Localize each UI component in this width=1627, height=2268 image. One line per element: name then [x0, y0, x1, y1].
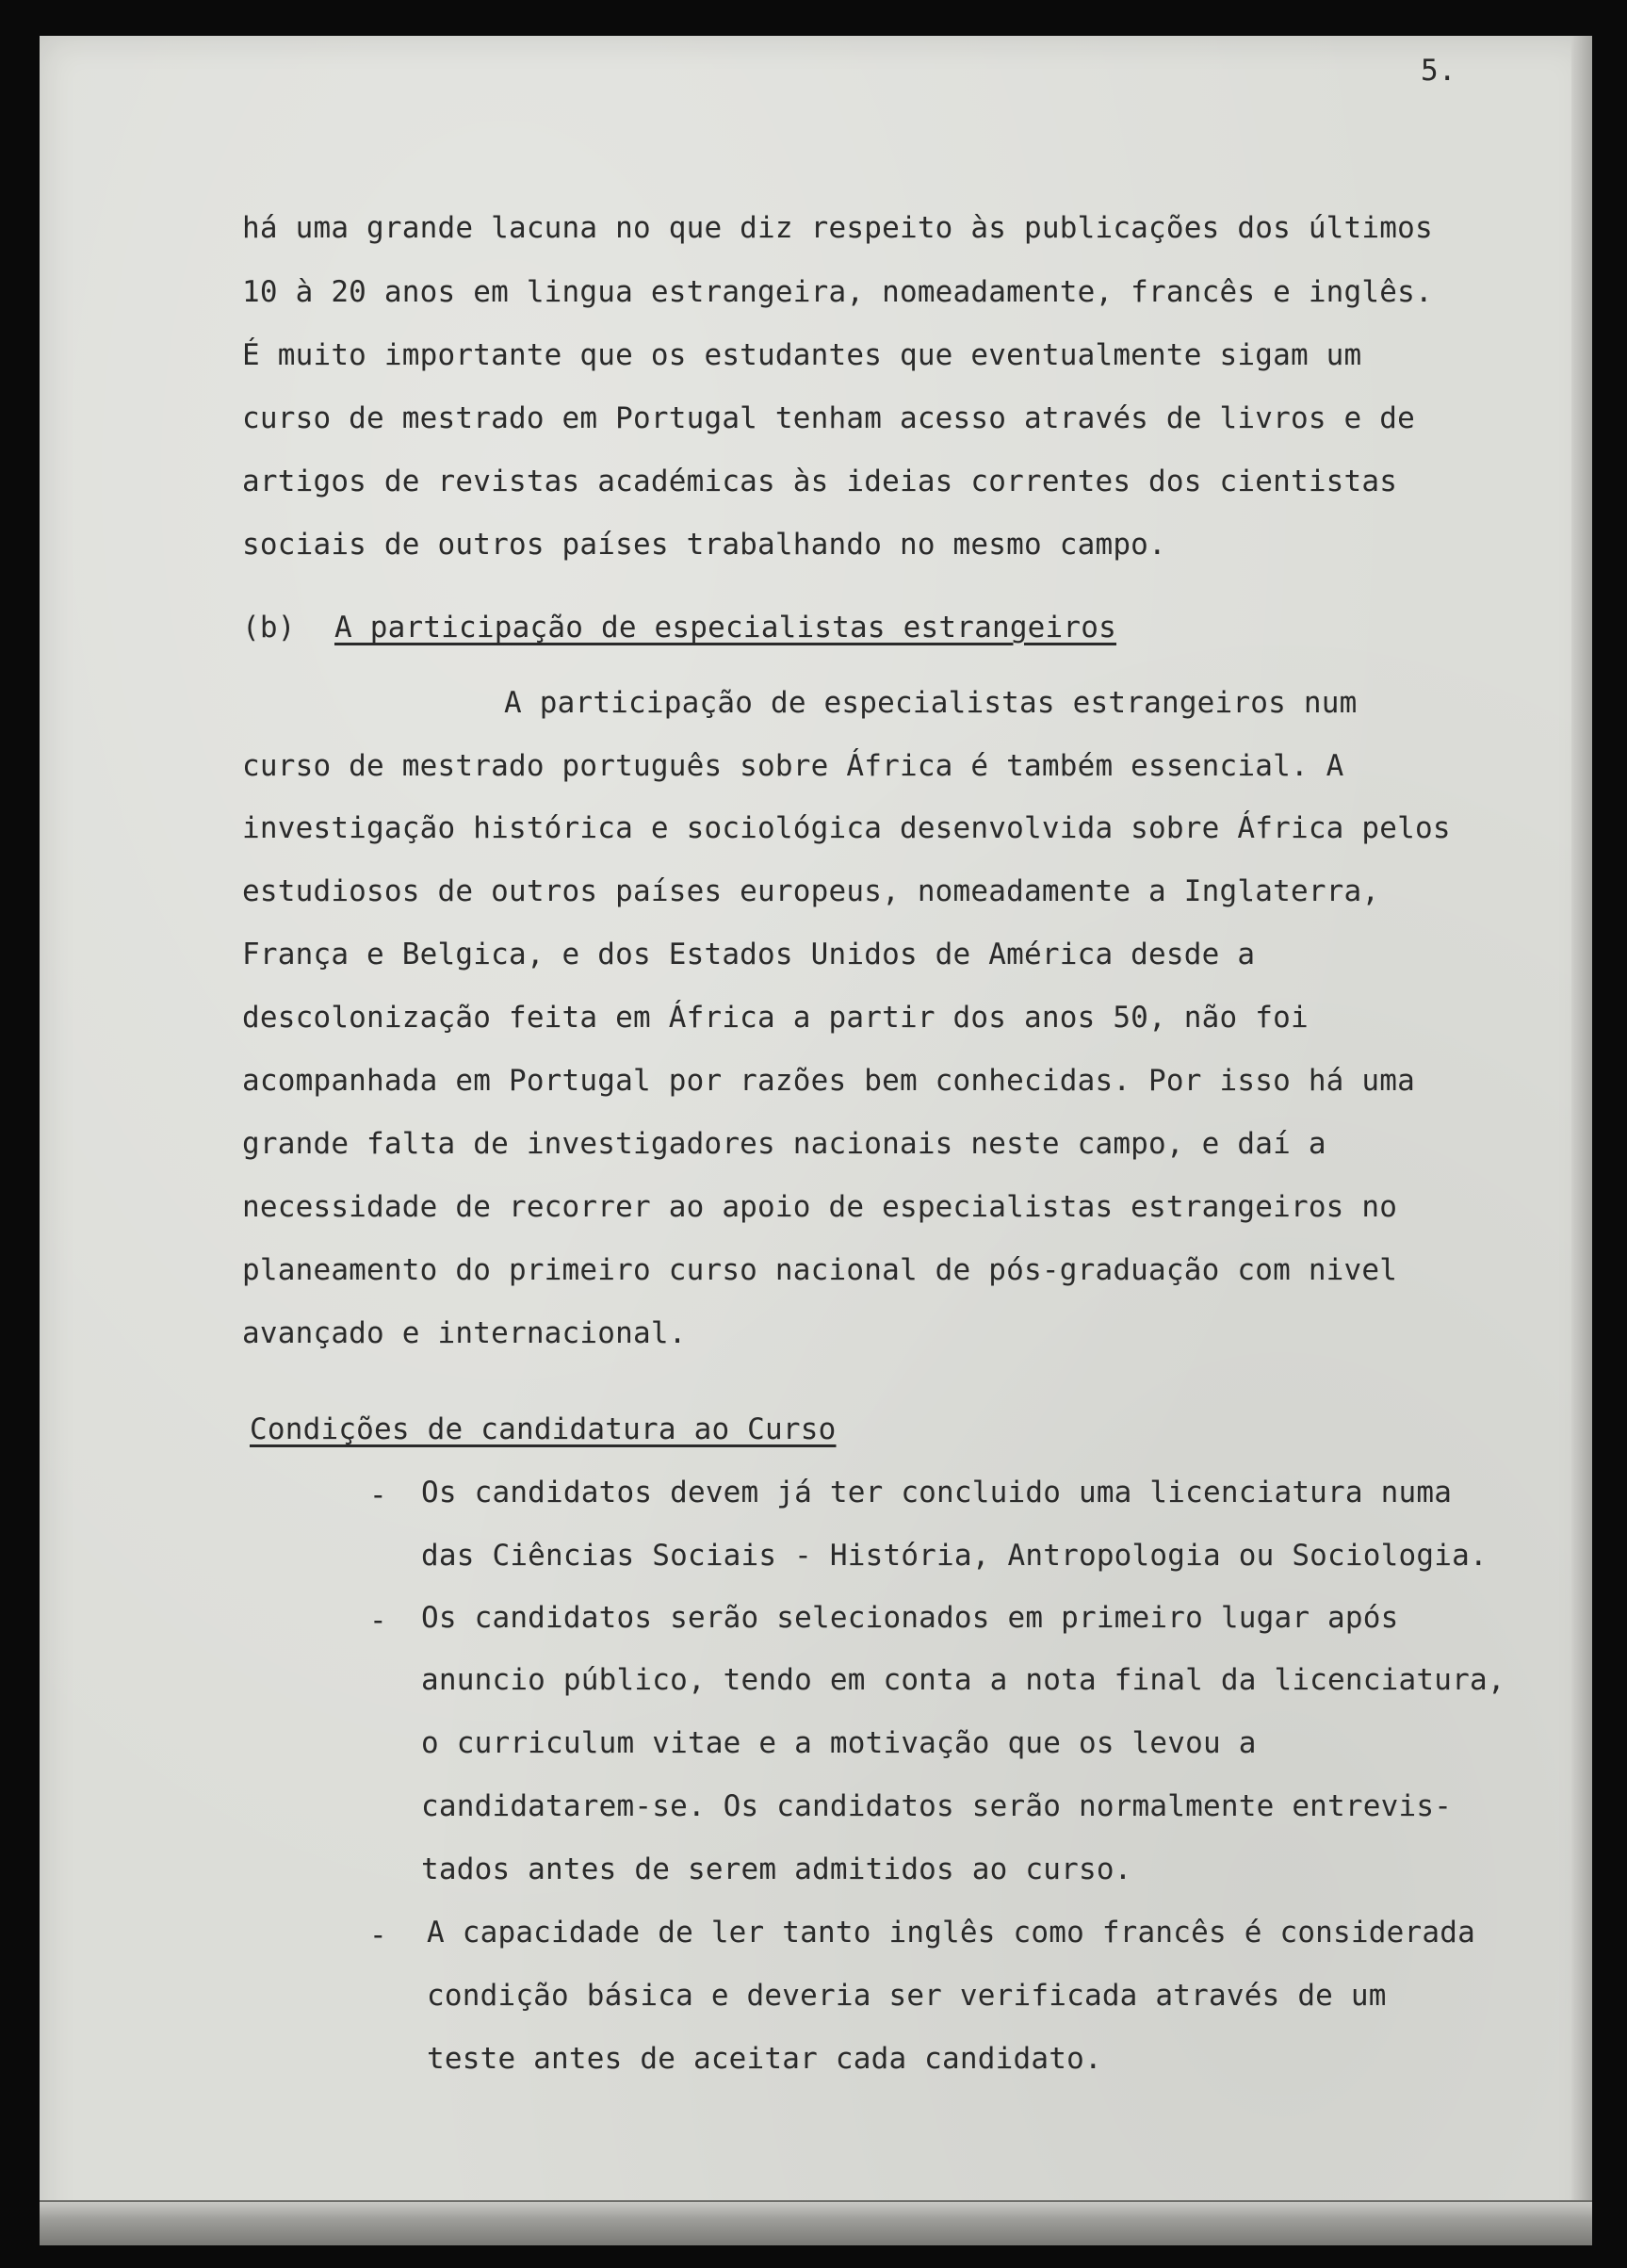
text-line: curso de mestrado português sobre África é também essencial. A: [242, 749, 1344, 783]
text-line: planeamento do primeiro curso nacional de pós-graduação com nivel: [242, 1253, 1398, 1287]
section-heading: A participação de especialistas estrangeiros: [334, 611, 1116, 645]
bullet-dash: -: [369, 1918, 387, 1952]
bullet-dash: -: [369, 1604, 387, 1638]
bullet-line: Os candidatos devem já ter concluido uma licenciatura numa: [421, 1476, 1453, 1509]
text-line: sociais de outros países trabalhando no mesmo campo.: [242, 528, 1166, 562]
page-number: 5.: [1421, 54, 1456, 88]
text-line: A participação de especialistas estrangeiros num: [504, 686, 1358, 720]
bullet-line: Os candidatos serão selecionados em primeiro lugar após: [421, 1601, 1399, 1635]
page-edge-bottom: [40, 2200, 1592, 2245]
text-line: artigos de revistas académicas às ideias correntes dos cientistas: [242, 465, 1398, 498]
bullet-line: das Ciências Sociais - História, Antropologia ou Sociologia.: [421, 1539, 1488, 1573]
text-line: acompanhada em Portugal por razões bem conhecidas. Por isso há uma: [242, 1064, 1415, 1098]
text-line: investigação histórica e sociológica desenvolvida sobre África pelos: [242, 811, 1451, 845]
text-line: estudiosos de outros países europeus, nomeadamente a Inglaterra,: [242, 874, 1380, 908]
text-line: necessidade de recorrer ao apoio de especialistas estrangeiros no: [242, 1190, 1398, 1224]
bullet-dash: -: [369, 1478, 387, 1512]
text-line: descolonização feita em África a partir dos anos 50, não foi: [242, 1001, 1309, 1035]
text-line: há uma grande lacuna no que diz respeito às publicações dos últimos: [242, 211, 1433, 245]
bullet-line: candidatarem-se. Os candidatos serão normalmente entrevis-: [421, 1789, 1453, 1823]
bullet-line: tados antes de serem admitidos ao curso.: [421, 1852, 1132, 1886]
bullet-line: o curriculum vitae e a motivação que os levou a: [421, 1726, 1257, 1760]
text-line: curso de mestrado em Portugal tenham acesso através de livros e de: [242, 401, 1415, 435]
conditions-heading: Condições de candidatura ao Curso: [250, 1412, 837, 1446]
text-line: grande falta de investigadores nacionais neste campo, e daí a: [242, 1127, 1326, 1161]
bullet-line: condição básica e deveria ser verificada através de um: [427, 1979, 1387, 2013]
bullet-line: anuncio público, tendo em conta a nota final da licenciatura,: [421, 1663, 1505, 1697]
text-line: 10 à 20 anos em lingua estrangeira, nomeadamente, francês e inglês.: [242, 275, 1433, 309]
page-edge-right: [1571, 36, 1592, 2245]
text-line: É muito importante que os estudantes que eventualmente sigam um: [242, 338, 1362, 372]
bullet-line: A capacidade de ler tanto inglês como francês é considerada: [427, 1916, 1475, 1950]
bullet-line: teste antes de aceitar cada candidato.: [427, 2042, 1102, 2076]
section-marker: (b): [242, 611, 296, 645]
text-line: avançado e internacional.: [242, 1316, 687, 1350]
text-line: França e Belgica, e dos Estados Unidos de América desde a: [242, 938, 1256, 971]
